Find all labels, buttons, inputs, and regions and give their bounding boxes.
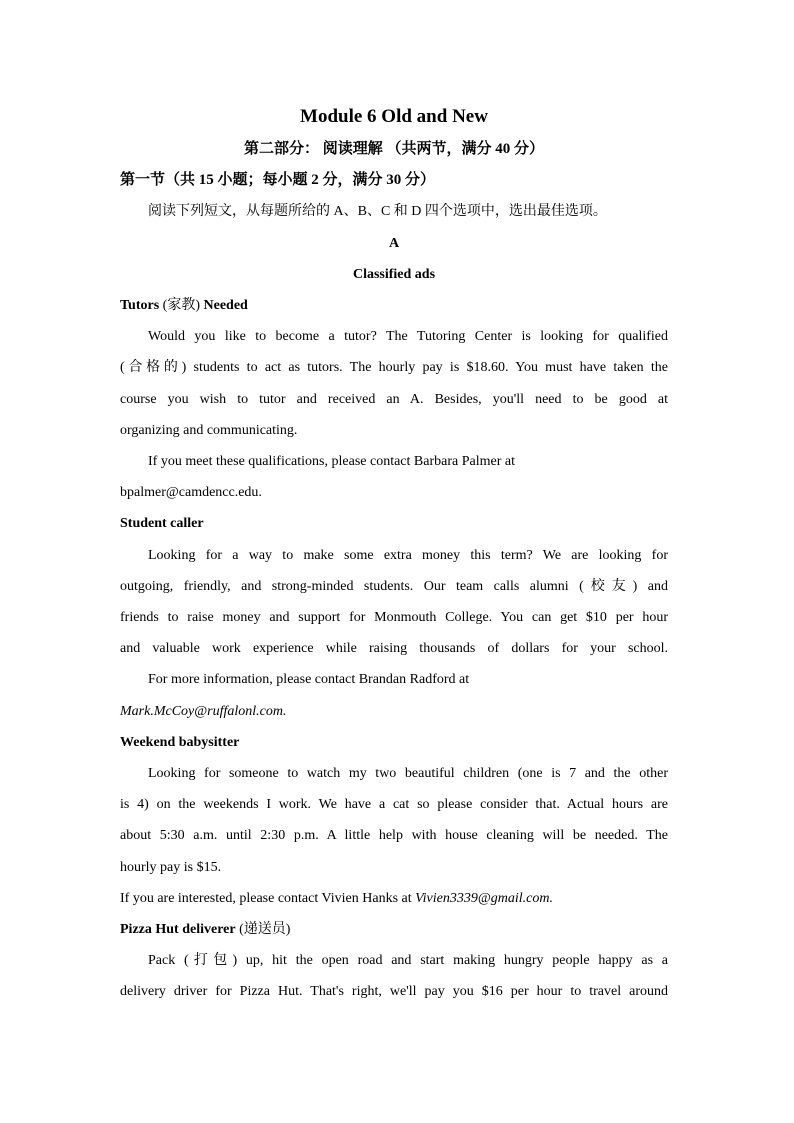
ad-line: Pack (打包) up, hit the open road and start making hungry people happy as a [148,953,668,969]
ad-heading-tutors [120,290,668,321]
ad-heading-caller: Student caller [120,516,204,532]
contact-email: Vivien3339@gmail.com. [415,890,553,906]
ad-heading-text: Pizza Hut deliverer [120,922,236,938]
ad-line: delivery driver for Pizza Hut. That's right, we'll pay you $16 per hour to travel around [120,984,668,1000]
passage-title: Classified ads [352,266,436,282]
ad-line: about 5:30 a.m. until 2:30 p.m. A little help with house cleaning will be needed. The [120,828,668,844]
ad-line: is 4) on the weekends I work. We have a cat so please consider that. Actual hours are [120,797,668,813]
contact-email: bpalmer@camdencc.edu. [120,485,262,501]
ad-heading-text: Tutors [120,298,160,314]
module-title: Module 6 Old and New [300,106,488,127]
part-heading: 第二部分： 阅读理解 （共两节，满分 40 分） [243,141,544,157]
ad-line: For more information, please contact Brandan Radford at [148,672,470,688]
ad-line: and valuable work experience while raising thousands of dollars for your school. [120,641,668,657]
passage-letter: A [388,235,400,251]
ad-line: (合格的) students to act as tutors. The hourly pay is $18.60. You must have taken the [120,360,668,376]
ad-line: friends to raise money and support for Monmouth College. You can get $10 per hour [120,610,668,626]
section-heading: 第一节（共 15 小题；每小题 2 分，满分 30 分） [120,172,436,189]
contact-email: Mark.McCoy@ruffalonl.com. [120,703,287,719]
ad-line: Looking for someone to watch my two beautiful children (one is 7 and the other [148,766,668,782]
ad-line: If you meet these qualifications, please contact Barbara Palmer at [148,454,515,470]
instructions: 阅读下列短文，从每题所给的 A、B、C 和 D 四个选项中，选出最佳选项。 [148,204,607,220]
ad-line: hourly pay is $15. [120,859,222,875]
ad-heading-pizza [120,914,668,945]
ad-line: organizing and communicating. [120,422,298,438]
ad-heading-cn: (递送员) [235,922,291,938]
ad-line: Looking for a way to make some extra money this term? We are looking for [148,547,668,563]
contact-text: If you are interested, please contact Vivien Hanks at [120,890,416,906]
ad-heading-babysitter: Weekend babysitter [120,734,240,750]
ad-heading-cn: (家教) [159,298,204,314]
ad-line: outgoing, friendly, and strong-minded students. Our team calls alumni (校友) and [120,578,668,594]
ad-line: course you wish to tutor and received an A. Besides, you'll need to be good at [120,391,668,407]
ad-heading-tail: Needed [203,298,248,314]
document-content [120,100,668,1008]
ad-line: Would you like to become a tutor? The Tutoring Center is looking for qualified [148,329,668,345]
ad-contact-line [120,883,668,914]
